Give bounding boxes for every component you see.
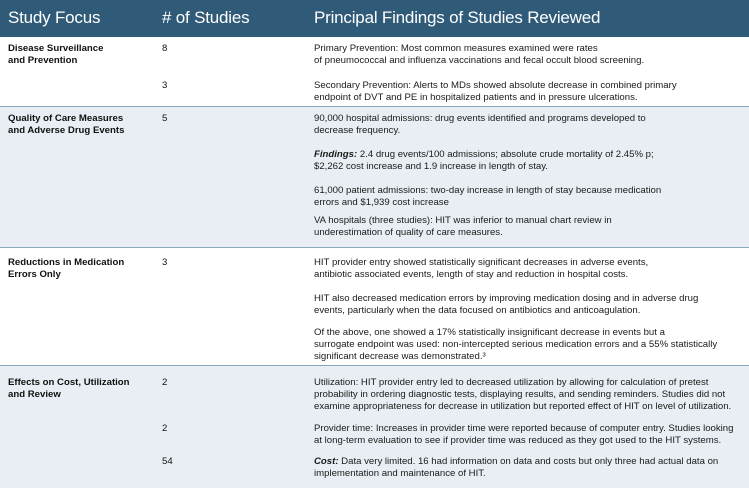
header-number-of-studies: # of Studies: [162, 8, 250, 27]
finding-text-cost: [314, 456, 742, 480]
findings-body: 2.4 drug events/100 admissions; absolute crude mortality of 2.45% p; $2,262 cost increase and 1.9 increase in length of stay.: [314, 149, 654, 172]
study-count: 3: [162, 257, 168, 268]
study-count: 2: [162, 377, 168, 388]
finding-text: 90,000 hospital admissions: drug events identified and programs developed to decrease frequency.: [314, 113, 646, 136]
finding-text: HIT provider entry showed statistically significant decreases in adverse events, antibiotic associated events, length of stay and reduction in hospital costs.: [314, 257, 649, 280]
finding-text-findings: [314, 149, 742, 173]
cost-body: Data very limited. 16 had information on data and costs but only three had actual data on implementation and maintenance of HIT.: [314, 456, 719, 479]
study-focus-label: Quality of Care Measures and Adverse Drug Events: [8, 113, 125, 136]
header-study-focus: Study Focus: [8, 8, 101, 27]
header-principal-findings: Principal Findings of Studies Reviewed: [314, 8, 601, 27]
study-focus-label: Effects on Cost, Utilization and Review: [8, 377, 130, 400]
finding-text: Provider time: Increases in provider time were reported because of computer entry. Studies looking at long-term evaluation to see if provider time was reduced as they got used to the HIT systems.: [314, 423, 734, 446]
finding-text: Of the above, one showed a 17% statistically insignificant decrease in events but a surrogate endpoint was used: non-intercepted serious medication errors and a 55% statistically significant decrease was demonstrated.³: [314, 327, 718, 362]
section-cost-utilization: [0, 366, 749, 488]
study-focus-label: Disease Surveillance and Prevention: [8, 43, 104, 66]
study-focus-label: Reductions in Medication Errors Only: [8, 257, 125, 280]
study-count: 5: [162, 113, 168, 124]
section-disease-surveillance: [0, 37, 749, 106]
study-count: 2: [162, 423, 168, 434]
finding-text: Primary Prevention: Most common measures examined were rates of pneumococcal and influenza vaccinations and fecal occult blood screening.: [314, 43, 645, 66]
study-count: 3: [162, 80, 168, 91]
finding-text: VA hospitals (three studies): HIT was inferior to manual chart review in underestimation of quality of care measures.: [314, 215, 612, 238]
finding-text: Utilization: HIT provider entry led to decreased utilization by allowing for calculation of pretest probability in ordering diagnostic tests, displaying results, and sending reminders. Studies did not examine appropriateness for decrease in utilization but reported effect of HIT on level of utilization.: [314, 377, 732, 412]
cost-label: Cost:: [314, 456, 339, 467]
table-header: [0, 0, 749, 37]
study-count: 54: [162, 456, 173, 467]
finding-text: Secondary Prevention: Alerts to MDs showed absolute decrease in combined primary endpoint of DVT and PE in hospitalized patients and in pressure ulcerations.: [314, 80, 677, 103]
study-count: 8: [162, 43, 168, 54]
findings-label: Findings:: [314, 149, 358, 160]
section-quality-of-care: [0, 107, 749, 247]
section-medication-errors: [0, 248, 749, 365]
finding-text: HIT also decreased medication errors by improving medication dosing and in adverse drug events, particularly when the data focused on antibiotics and anticoagulation.: [314, 293, 699, 316]
finding-text: 61,000 patient admissions: two-day increase in length of stay because medication errors and $1,939 cost increase: [314, 185, 662, 208]
